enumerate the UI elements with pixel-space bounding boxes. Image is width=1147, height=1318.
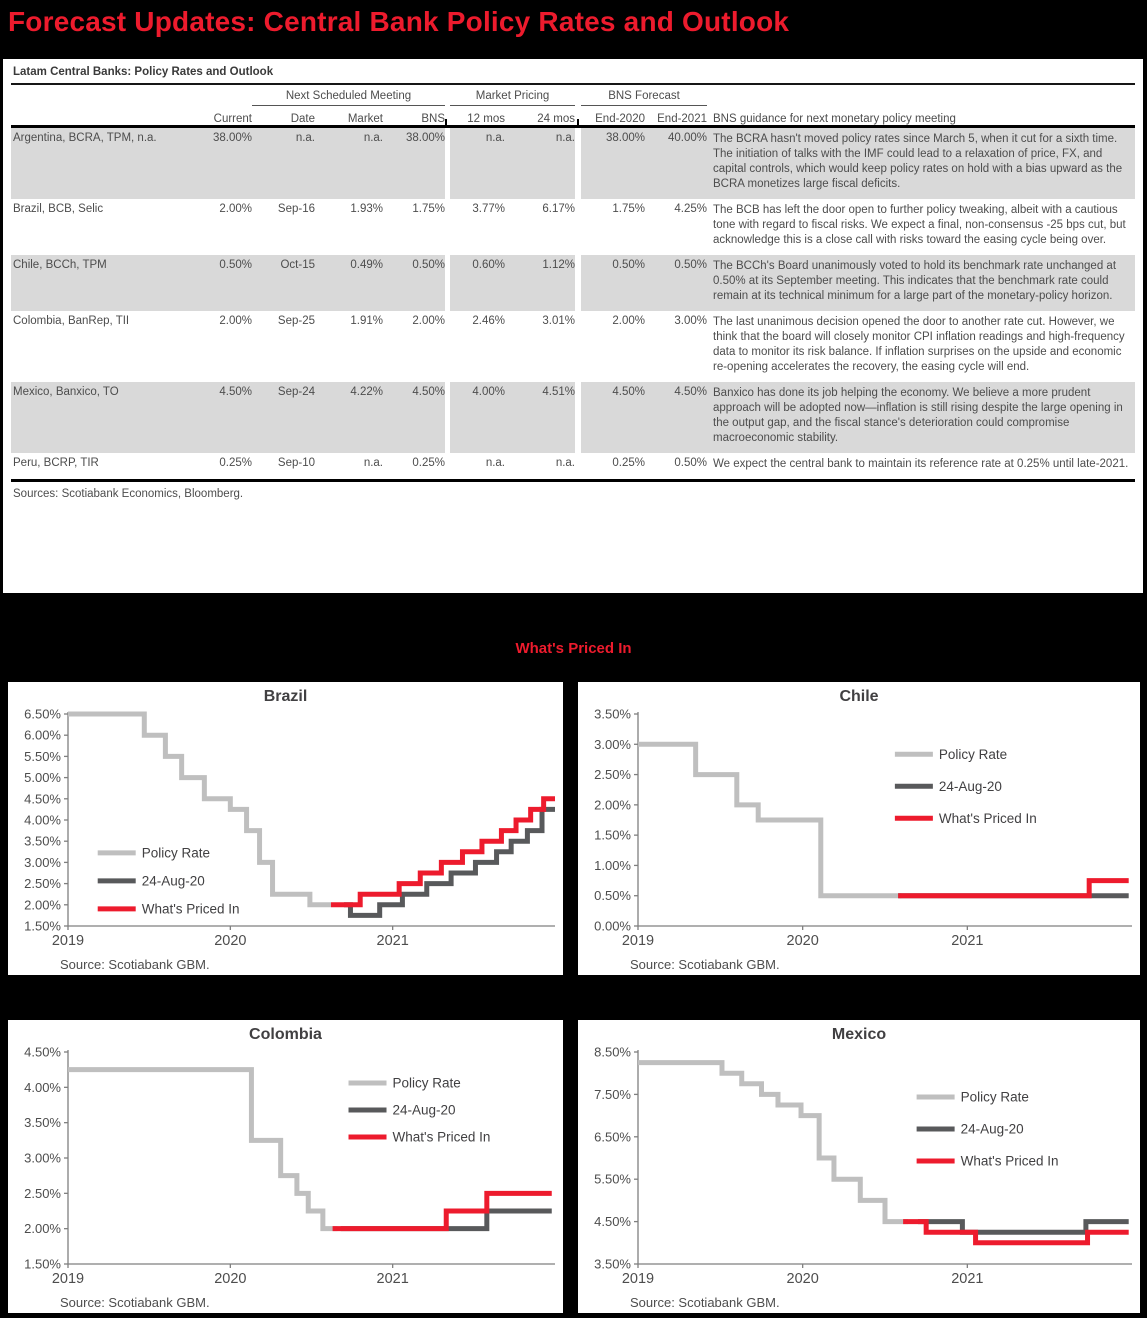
col-header-current: Current xyxy=(213,113,252,125)
col-header-guidance: BNS guidance for next monetary policy meeting xyxy=(713,113,956,125)
y-tick-label: 0.50% xyxy=(594,888,631,904)
x-tick-label: 2021 xyxy=(376,933,409,949)
forecast-end2021: 40.00% xyxy=(667,132,707,144)
y-tick-label: 4.00% xyxy=(24,812,61,828)
meeting-market: 1.91% xyxy=(350,315,383,327)
legend-label: 24-Aug-20 xyxy=(960,1121,1024,1137)
meeting-date: Oct-15 xyxy=(280,259,315,271)
legend-label: What's Priced In xyxy=(938,810,1037,826)
forecast-end2021: 0.50% xyxy=(674,259,707,271)
policy-rates-table-panel xyxy=(3,59,1143,593)
table-row-peru xyxy=(11,453,1135,479)
series-line xyxy=(68,1070,337,1229)
meeting-bns: 2.00% xyxy=(412,315,445,327)
pricing-24mos: 6.17% xyxy=(542,203,575,215)
current-rate: 2.00% xyxy=(219,203,252,215)
x-tick-label: 2020 xyxy=(214,1271,247,1287)
series-line xyxy=(331,799,555,905)
guidance-text: The BCCh's Board unanimously voted to hold its benchmark rate unchanged at 0.50% at its September meeting. This indicates that the benchmark rate could remain at its technical minimum for a large part of the monetary-policy horizon. xyxy=(713,260,1117,302)
x-tick-label: 2020 xyxy=(214,933,247,949)
y-tick-label: 2.50% xyxy=(594,767,631,783)
forecast-end2021: 4.25% xyxy=(674,203,707,215)
col-header-date: Date xyxy=(290,113,315,125)
pricing-24mos: n.a. xyxy=(555,457,575,469)
pricing-24mos: n.a. xyxy=(555,132,575,144)
bank-name: Argentina, BCRA, TPM, n.a. xyxy=(13,132,157,144)
brazil-chart-panel xyxy=(8,682,563,975)
group-header-next-meeting: Next Scheduled Meeting xyxy=(252,90,445,106)
current-rate: 0.25% xyxy=(219,457,252,469)
y-tick-label: 6.50% xyxy=(24,706,61,722)
colombia-chart-panel xyxy=(8,1020,563,1313)
forecast-end2020: 38.00% xyxy=(605,132,645,144)
col-header-end2021: End-2021 xyxy=(657,113,707,125)
table-row-argentina xyxy=(11,128,1135,199)
y-tick-label: 5.50% xyxy=(594,1171,631,1187)
y-tick-label: 3.00% xyxy=(594,736,631,752)
table-group-header-row xyxy=(11,90,1135,106)
meeting-bns: 0.25% xyxy=(412,457,445,469)
meeting-bns: 1.75% xyxy=(412,203,445,215)
chile-chart-panel xyxy=(578,682,1140,975)
table-header xyxy=(11,85,1135,128)
x-tick-label: 2019 xyxy=(621,1271,655,1287)
pricing-12mos: 3.77% xyxy=(472,203,505,215)
y-tick-label: 7.50% xyxy=(594,1086,631,1102)
chart-title: Mexico xyxy=(831,1026,887,1043)
legend-label: What's Priced In xyxy=(141,901,240,917)
legend-label: What's Priced In xyxy=(960,1153,1059,1169)
pricing-24mos: 3.01% xyxy=(542,315,575,327)
y-tick-label: 1.00% xyxy=(594,857,631,873)
x-tick-label: 2021 xyxy=(951,1271,984,1287)
table-sources: Sources: Scotiabank Economics, Bloomberg. xyxy=(13,488,244,500)
y-tick-label: 3.00% xyxy=(24,854,61,870)
legend-label: 24-Aug-20 xyxy=(938,778,1002,794)
chart-title: Colombia xyxy=(249,1026,322,1043)
forecast-end2021: 3.00% xyxy=(674,315,707,327)
y-tick-label: 2.00% xyxy=(594,797,631,813)
col-header-24mos: 24 mos xyxy=(537,113,575,125)
bank-name: Colombia, BanRep, TII xyxy=(13,315,130,327)
x-tick-label: 2021 xyxy=(376,1271,409,1287)
group-header-spacer xyxy=(11,90,252,106)
y-tick-label: 1.50% xyxy=(24,918,61,934)
meeting-market: n.a. xyxy=(363,132,383,144)
y-tick-label: 8.50% xyxy=(594,1044,631,1060)
x-tick-label: 2021 xyxy=(951,933,984,949)
page-title: Forecast Updates: Central Bank Policy Rates and Outlook xyxy=(8,6,790,37)
y-tick-label: 5.50% xyxy=(24,748,61,764)
pricing-12mos: 2.46% xyxy=(472,315,505,327)
chile-chart-canvas xyxy=(578,682,1140,975)
col-header-12mos: 12 mos xyxy=(467,113,505,125)
x-tick-label: 2019 xyxy=(51,1271,85,1287)
x-tick-label: 2019 xyxy=(51,933,85,949)
meeting-market: 0.49% xyxy=(350,259,383,271)
series-line xyxy=(638,744,901,895)
y-tick-label: 5.00% xyxy=(24,770,61,786)
y-tick-label: 3.50% xyxy=(24,1115,61,1131)
y-tick-label: 4.50% xyxy=(24,791,61,807)
table-body xyxy=(11,128,1135,479)
y-tick-label: 0.00% xyxy=(594,918,631,934)
guidance-text: The BCRA hasn't moved policy rates since March 5, when it cut for a sixth time. The initiation of talks with the IMF could lead to a relaxation of price, FX, and capital controls, which would keep policy rates on hold with a bias upward as the BCRA monetizes large fiscal deficits. xyxy=(713,133,1123,190)
table-header-rule xyxy=(11,125,1135,128)
table-bottom-rule xyxy=(11,479,1135,482)
group-header-market-pricing: Market Pricing xyxy=(450,90,575,106)
table-column-header-row xyxy=(11,106,1135,125)
table-row-colombia xyxy=(11,311,1135,382)
group-header-bns-forecast: BNS Forecast xyxy=(581,90,707,106)
chart-source: Source: Scotiabank GBM. xyxy=(630,1295,780,1310)
table-row-mexico xyxy=(11,382,1135,453)
meeting-market: 4.22% xyxy=(350,386,383,398)
legend-label: 24-Aug-20 xyxy=(392,1102,456,1118)
mexico-chart-canvas xyxy=(578,1020,1140,1313)
forecast-end2020: 1.75% xyxy=(612,203,645,215)
x-tick-label: 2019 xyxy=(621,933,655,949)
table-row-brazil xyxy=(11,199,1135,255)
legend-label: Policy Rate xyxy=(392,1075,461,1091)
pricing-24mos: 1.12% xyxy=(542,259,575,271)
forecast-end2020: 4.50% xyxy=(612,386,645,398)
section-title-whats-priced-in: What's Priced In xyxy=(515,640,632,657)
forecast-end2021: 4.50% xyxy=(674,386,707,398)
bank-name: Peru, BCRP, TIR xyxy=(13,457,99,469)
y-tick-label: 4.50% xyxy=(594,1214,631,1230)
y-tick-label: 3.50% xyxy=(594,706,631,722)
legend-label: Policy Rate xyxy=(141,845,210,861)
col-header-end2020: End-2020 xyxy=(595,113,645,125)
y-tick-label: 3.50% xyxy=(594,1256,631,1272)
x-tick-label: 2020 xyxy=(786,933,819,949)
col-header-bns: BNS xyxy=(421,113,445,125)
y-tick-label: 4.00% xyxy=(24,1079,61,1095)
pricing-12mos: 0.60% xyxy=(472,259,505,271)
meeting-date: Sep-24 xyxy=(277,386,315,398)
colombia-chart-canvas xyxy=(8,1020,563,1313)
table-row-chile xyxy=(11,255,1135,311)
x-tick-label: 2020 xyxy=(786,1271,819,1287)
y-tick-label: 1.50% xyxy=(594,827,631,843)
meeting-bns: 0.50% xyxy=(412,259,445,271)
pricing-24mos: 4.51% xyxy=(542,386,575,398)
y-tick-label: 2.00% xyxy=(24,897,61,913)
chart-title: Chile xyxy=(839,688,879,705)
chart-source: Source: Scotiabank GBM. xyxy=(630,957,780,972)
chart-source: Source: Scotiabank GBM. xyxy=(60,1295,210,1310)
meeting-date: n.a. xyxy=(295,132,315,144)
forecast-end2020: 2.00% xyxy=(612,315,645,327)
y-tick-label: 2.50% xyxy=(24,1185,61,1201)
brazil-chart-canvas xyxy=(8,682,563,975)
y-tick-label: 2.00% xyxy=(24,1221,61,1237)
legend-label: Policy Rate xyxy=(938,746,1008,762)
pricing-12mos: n.a. xyxy=(485,132,505,144)
guidance-text: The BCB has left the door open to further policy tweaking, albeit with a cautious tone with regard to fiscal risks. We expect a final, non-consensus -25 bps cut, but acknowledge this is a close call with risks toward the easing cycle being over. xyxy=(713,204,1126,246)
current-rate: 0.50% xyxy=(219,259,252,271)
chart-title: Brazil xyxy=(263,688,308,705)
y-tick-label: 1.50% xyxy=(24,1256,61,1272)
forecast-end2020: 0.25% xyxy=(612,457,645,469)
legend-label: 24-Aug-20 xyxy=(141,873,205,889)
current-rate: 2.00% xyxy=(219,315,252,327)
y-tick-label: 2.50% xyxy=(24,876,61,892)
meeting-bns: 4.50% xyxy=(412,386,445,398)
table-title: Latam Central Banks: Policy Rates and Outlook xyxy=(13,66,274,78)
pricing-12mos: n.a. xyxy=(485,457,505,469)
y-tick-label: 3.00% xyxy=(24,1150,61,1166)
guidance-text: Banxico has done its job helping the economy. We believe a more prudent approach will be adopted now—inflation is still rising despite the large opening in the output gap, and the fiscal stance's deterioration could compromise macroeconomic stability. xyxy=(713,387,1123,444)
meeting-bns: 38.00% xyxy=(405,132,445,144)
legend-label: Policy Rate xyxy=(960,1089,1029,1105)
bank-name: Brazil, BCB, Selic xyxy=(13,203,104,215)
separator-tick xyxy=(445,119,447,128)
forecast-end2020: 0.50% xyxy=(612,259,645,271)
meeting-market: 1.93% xyxy=(350,203,383,215)
guidance-text: We expect the central bank to maintain its reference rate at 0.25% until late-2021. xyxy=(713,458,1129,470)
y-tick-label: 6.50% xyxy=(594,1129,631,1145)
current-rate: 4.50% xyxy=(219,386,252,398)
forecast-end2021: 0.50% xyxy=(674,457,707,469)
guidance-text: The last unanimous decision opened the door to another rate cut. However, we think that the board will closely monitor CPI inflation readings and high-frequency data to monitor its risk balance. If inflation surprises on the upside and economic re-opening accelerates the recovery, the easing cycle will end. xyxy=(713,316,1125,373)
bank-name: Mexico, Banxico, TO xyxy=(13,386,119,398)
meeting-market: n.a. xyxy=(363,457,383,469)
series-line xyxy=(638,1063,908,1222)
separator-tick xyxy=(577,119,579,128)
meeting-date: Sep-16 xyxy=(277,203,315,215)
legend-label: What's Priced In xyxy=(392,1129,491,1145)
pricing-12mos: 4.00% xyxy=(472,386,505,398)
bank-name: Chile, BCCh, TPM xyxy=(13,259,107,271)
meeting-date: Sep-25 xyxy=(277,315,315,327)
y-tick-label: 4.50% xyxy=(24,1044,61,1060)
chart-source: Source: Scotiabank GBM. xyxy=(60,957,210,972)
y-tick-label: 6.00% xyxy=(24,727,61,743)
meeting-date: Sep-10 xyxy=(277,457,315,469)
y-tick-label: 3.50% xyxy=(24,833,61,849)
current-rate: 38.00% xyxy=(212,132,252,144)
col-header-market: Market xyxy=(347,113,383,125)
mexico-chart-panel xyxy=(578,1020,1140,1313)
